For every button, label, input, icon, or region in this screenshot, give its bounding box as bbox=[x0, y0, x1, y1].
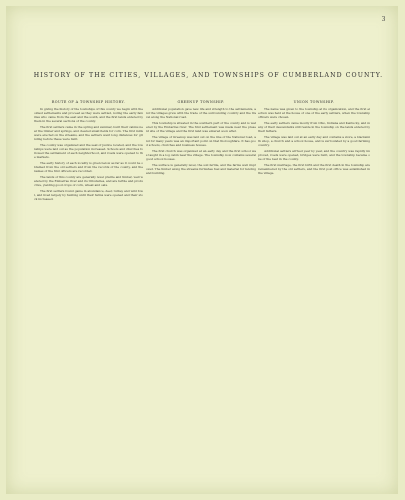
paragraph: This township is situated in the southern part of the county and is watered by the Embarras river. The first settlement was made near the present site of the village and the first land was entered soon after. bbox=[146, 120, 256, 134]
paragraph: The name was given to the township at its organization, and the first election was held at the house of one of the early settlers, when the township officers were chosen. bbox=[258, 107, 370, 120]
paragraph: The early history of each locality is given below as far as it could be obtained from the old settlers and from the records of the county, and the names of the first officers are recorded. bbox=[34, 160, 143, 174]
paragraph: The first church was organized at an early day and the first school was taught in a log cabin near the village. The township now contains several good school houses. bbox=[146, 148, 256, 161]
paragraph: The first settlers found game in abundance, deer, turkey and wild fowl, and lived largely by hunting until their farms were opened and their stock increased. bbox=[34, 188, 143, 201]
column-heading: ROUTE OF A TOWNSHIP HISTORY. bbox=[51, 100, 126, 104]
paragraph: The early settlers came mostly from Ohio, Indiana and Kentucky, and many of their descendants still reside in the township on the lands entered by their fathers. bbox=[258, 120, 370, 134]
paragraph: Additional population gave new life and strength to the settlements, and the villages grew with the trade of the surrounding country and the travel along the National road. bbox=[146, 107, 256, 120]
page-number: 3 bbox=[381, 16, 386, 23]
paragraph: The county was organized and the seat of justice located, and the townships were laid out as the population increased. Schools and churches followed the settlement of each neighborhood, and roads were opened to the markets. bbox=[34, 142, 143, 160]
paragraph: The village of Greenup was laid out on the line of the National road, and for many years was an important point on that thoroughfare. It has good schools, churches and business houses. bbox=[146, 134, 256, 147]
text-column-3 bbox=[258, 96, 370, 478]
paragraph: Additional settlers arrived year by year, and the country was rapidly improved, roads were opened, bridges were built, and the township became one of the best in the county. bbox=[258, 148, 370, 161]
paragraph: The lands of this county are generally level prairie and timber, well watered by the Embarras river and its tributaries, and are fertile and productive, yielding good crops of corn, wheat and oats. bbox=[34, 174, 143, 187]
text-column-2 bbox=[146, 96, 256, 478]
column-heading: GREENUP TOWNSHIP. bbox=[177, 100, 225, 104]
paragraph: The village was laid out at an early day and contains a store, a blacksmith shop, a church and a school house, and is surrounded by a good farming country. bbox=[258, 134, 370, 147]
paragraph: The first settlers came in the spring and summer, built their cabins near the timber and springs, and cleared small fields for corn. The first mills were erected on the streams, and the settlers went long distances for grinding before these were built. bbox=[34, 124, 143, 142]
paragraph: In giving the history of the townships of this county we begin with the oldest settlements and proceed as they were settled, noting the early families who came from the east and the south, and the first lands entered by them in the several sections of the county. bbox=[34, 107, 143, 124]
page-title: HISTORY OF THE CITIES, VILLAGES, AND TOWNSHIPS OF CUMBERLAND COUNTY. bbox=[33, 72, 384, 79]
paragraph: The surface is generally level, the soil fertile, and the farms well improved. The timber along the streams furnishes fuel and material for fencing and building. bbox=[146, 162, 256, 175]
paragraph: The first marriage, the first birth and the first death in the township are remembered by the old settlers, and the first post office was established in the village. bbox=[258, 162, 370, 175]
text-column-1 bbox=[34, 96, 143, 478]
column-heading: UNION TOWNSHIP. bbox=[293, 100, 335, 104]
